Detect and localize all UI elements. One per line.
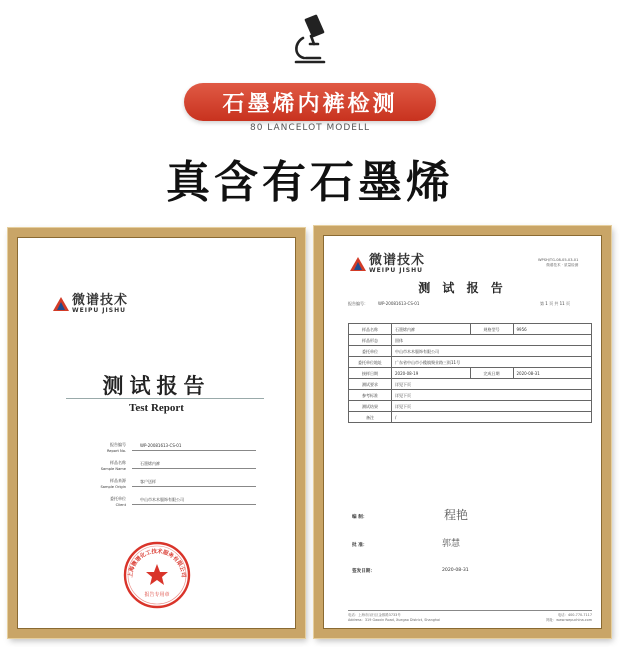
label-approved: 批 准： — [352, 543, 368, 548]
title-banner: 石墨烯内裤检测 — [184, 83, 436, 121]
title-rule — [66, 398, 264, 399]
logo-cn: 微谱技术 — [369, 253, 426, 268]
table-row: 样品形态 固体 — [349, 335, 592, 346]
signature-compiled: 程艳 — [444, 508, 469, 522]
logo-mark-icon — [52, 296, 70, 312]
field-report-no: 报告编号 Report No. WP-20081613-CS-01 — [86, 442, 256, 464]
seal-sub: 报告专用章 — [144, 592, 170, 598]
brand-logo-small — [349, 254, 425, 274]
logo-cn: 微谱技术 — [72, 293, 129, 308]
report-cover-frame — [8, 228, 305, 638]
report-footer: 电话：上海市闵行区金都路3733号 Address：319 Gaoxin Road, Xuegao District, Shanghai 电话：400-770-7117 网址：www.wepuchina.com — [348, 610, 592, 623]
table-row: 委托单位地址 广东省中山市小榄镇聚业路三街11号 — [349, 357, 592, 368]
seal-text: 上海微谱化工技术服务有限公司 — [127, 548, 187, 578]
report-title: 测试报告 — [102, 373, 211, 398]
label-issue-date: 签发日期： — [352, 569, 375, 574]
official-seal — [122, 540, 192, 610]
field-sample-name: 样品名称 Sample Name 石墨烯内裤 — [86, 460, 256, 482]
page-number: 第 1 页 共 11 页 — [540, 301, 570, 306]
table-row: 接样日期 2020-08-19 完成日期 2020-08-31 — [349, 368, 592, 379]
table-row: 测试要求 详见下页 — [349, 379, 592, 390]
headline: 真含有石墨烯 — [166, 157, 454, 208]
field-sample-origin: 样品来源 Sample Origin 客户送样 — [86, 478, 256, 500]
table-row: 委托单位 中山市木木服饰有限公司 — [349, 346, 592, 357]
microscope-icon — [290, 14, 330, 66]
table-row: 备注 / — [349, 412, 592, 423]
banner-subtitle: 80 LANCELOT MODELL — [249, 123, 371, 133]
report-page-frame — [314, 226, 611, 638]
brand-logo — [52, 294, 128, 314]
table-row: 测试结果 详见下页 — [349, 401, 592, 412]
report-title-en: Test Report — [129, 402, 184, 414]
logo-mark-icon — [349, 256, 367, 272]
field-client: 委托单位 Client 中山市木木服饰有限公司 — [86, 496, 256, 518]
table-row: 参考标准 详见下页 — [349, 390, 592, 401]
table-row: 样品名称 石墨烯内裤 规格型号 9956 — [349, 324, 592, 335]
report-page-title: 测 试 报 告 — [418, 281, 507, 295]
label-compiled: 编 制： — [352, 515, 368, 520]
logo-en: WEIPU JISHU — [72, 307, 126, 314]
logo-en: WEIPU JISHU — [369, 267, 423, 274]
report-number: 报告编号： WP-20081613-CS-01 — [348, 301, 420, 306]
issue-date: 2020-08-31 — [442, 568, 469, 573]
report-table — [348, 323, 592, 423]
signature-approved: 郭慧 — [442, 539, 461, 549]
doc-code: WPSH/TG-08-05-03-01 微谱技术 · 质量检测 — [538, 258, 579, 267]
